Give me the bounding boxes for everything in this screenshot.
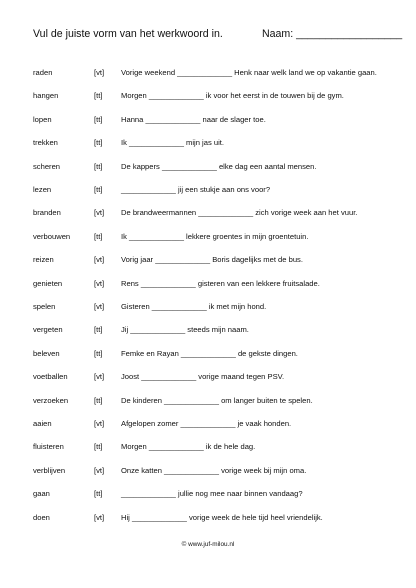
verb-infinitive: branden: [33, 208, 61, 218]
exercise-row: [0, 138, 416, 150]
verb-infinitive: raden: [33, 68, 53, 77]
fill-in-sentence: Hanna _____________ naar de slager toe.: [121, 114, 266, 124]
tense-marker: [tt]: [94, 395, 103, 405]
fill-in-sentence: Ik _____________ mijn jas uit.: [121, 138, 225, 148]
exercise-row: [0, 162, 416, 174]
exercise-row: [0, 208, 416, 220]
exercise-row: [0, 396, 416, 408]
verb-infinitive: reizen: [33, 255, 54, 265]
tense-marker: [vt]: [94, 372, 105, 382]
tense-marker: [vt]: [94, 512, 105, 522]
tense-marker: [vt]: [94, 255, 105, 265]
tense-marker: [vt]: [94, 465, 105, 475]
fill-in-sentence: Joost _____________ vorige maand tegen PSV.: [121, 372, 285, 382]
tense-marker: [vt]: [94, 302, 105, 311]
verb-infinitive: gaan: [33, 489, 50, 499]
tense-marker: [tt]: [94, 231, 103, 241]
verb-infinitive: doen: [33, 512, 50, 522]
tense-marker: [tt]: [94, 161, 103, 171]
fill-in-sentence: Hij _____________ vorige week de hele tijd heel vriendelijk.: [121, 512, 323, 522]
verb-infinitive: voetballen: [33, 372, 68, 382]
verb-infinitive: scheren: [33, 161, 61, 171]
exercise-row: [0, 513, 416, 525]
exercise-row: [0, 325, 416, 337]
exercise-row: [0, 185, 416, 197]
verb-infinitive: lopen: [33, 114, 52, 124]
exercise-row: [0, 372, 416, 384]
tense-marker: [tt]: [94, 185, 103, 194]
exercise-row: [0, 232, 416, 244]
verb-infinitive: genieten: [33, 278, 63, 288]
exercise-row: [0, 91, 416, 103]
verb-infinitive: trekken: [33, 138, 58, 148]
fill-in-sentence: De kinderen _____________ om langer buiten te spelen.: [121, 395, 313, 405]
exercise-row: [0, 442, 416, 454]
exercise-row: [0, 255, 416, 267]
tense-marker: [tt]: [94, 91, 103, 101]
tense-marker: [tt]: [94, 325, 103, 335]
verb-infinitive: lezen: [33, 185, 52, 194]
fill-in-sentence: Rens _____________ gisteren van een lekkere fruitsalade.: [121, 278, 320, 288]
verb-infinitive: verbouwen: [33, 231, 71, 241]
tense-marker: [tt]: [94, 348, 103, 358]
tense-marker: [tt]: [94, 489, 103, 499]
name-field-label: Naam: __________________: [262, 28, 403, 40]
fill-in-sentence: Femke en Rayan _____________ de gekste dingen.: [121, 348, 298, 358]
verb-infinitive: beleven: [33, 348, 60, 358]
fill-in-sentence: Jij _____________ steeds mijn naam.: [121, 325, 249, 335]
tense-marker: [tt]: [94, 114, 103, 124]
fill-in-sentence: _____________ jij een stukje aan ons voor?: [121, 185, 271, 194]
tense-marker: [vt]: [94, 68, 105, 77]
fill-in-sentence: Gisteren _____________ ik met mijn hond.: [121, 302, 267, 311]
copyright-footer: © www.juf-milou.nl: [181, 541, 235, 548]
worksheet-title: Vul de juiste vorm van het werkwoord in.: [33, 28, 223, 40]
verb-infinitive: aaien: [33, 419, 52, 428]
verb-infinitive: hangen: [33, 91, 59, 101]
fill-in-sentence: De brandweermannen _____________ zich vorige week aan het vuur.: [121, 208, 358, 218]
worksheet-header: [33, 27, 403, 43]
fill-in-sentence: De kappers _____________ elke dag een aantal mensen.: [121, 161, 317, 171]
exercise-row: [0, 302, 416, 314]
exercise-row: [0, 349, 416, 361]
fill-in-sentence: _____________ jullie nog mee naar binnen vandaag?: [121, 489, 303, 499]
fill-in-sentence: Afgelopen zomer _____________ je vaak honden.: [121, 419, 292, 428]
fill-in-sentence: Vorig jaar _____________ Boris dagelijks met de bus.: [121, 255, 303, 265]
tense-marker: [tt]: [94, 138, 103, 148]
tense-marker: [vt]: [94, 278, 105, 288]
verb-infinitive: verblijven: [33, 465, 66, 475]
exercise-row: [0, 419, 416, 431]
exercise-row: [0, 489, 416, 501]
exercise-row: [0, 115, 416, 127]
tense-marker: [tt]: [94, 442, 103, 452]
exercise-row: [0, 279, 416, 291]
tense-marker: [vt]: [94, 419, 105, 428]
fill-in-sentence: Onze katten _____________ vorige week bij mijn oma.: [121, 465, 307, 475]
exercise-row: [0, 68, 416, 80]
fill-in-sentence: Ik _____________ lekkere groentes in mijn groentetuin.: [121, 231, 309, 241]
tense-marker: [vt]: [94, 208, 105, 218]
verb-infinitive: vergeten: [33, 325, 63, 335]
fill-in-sentence: Morgen _____________ ik de hele dag.: [121, 442, 256, 452]
fill-in-sentence: Morgen _____________ ik voor het eerst in de touwen bij de gym.: [121, 91, 344, 101]
verb-infinitive: verzoeken: [33, 395, 69, 405]
exercise-row: [0, 466, 416, 478]
verb-infinitive: fluisteren: [33, 442, 64, 452]
fill-in-sentence: Vorige weekend _____________ Henk naar welk land we op vakantie gaan.: [121, 68, 377, 77]
verb-infinitive: spelen: [33, 302, 56, 311]
